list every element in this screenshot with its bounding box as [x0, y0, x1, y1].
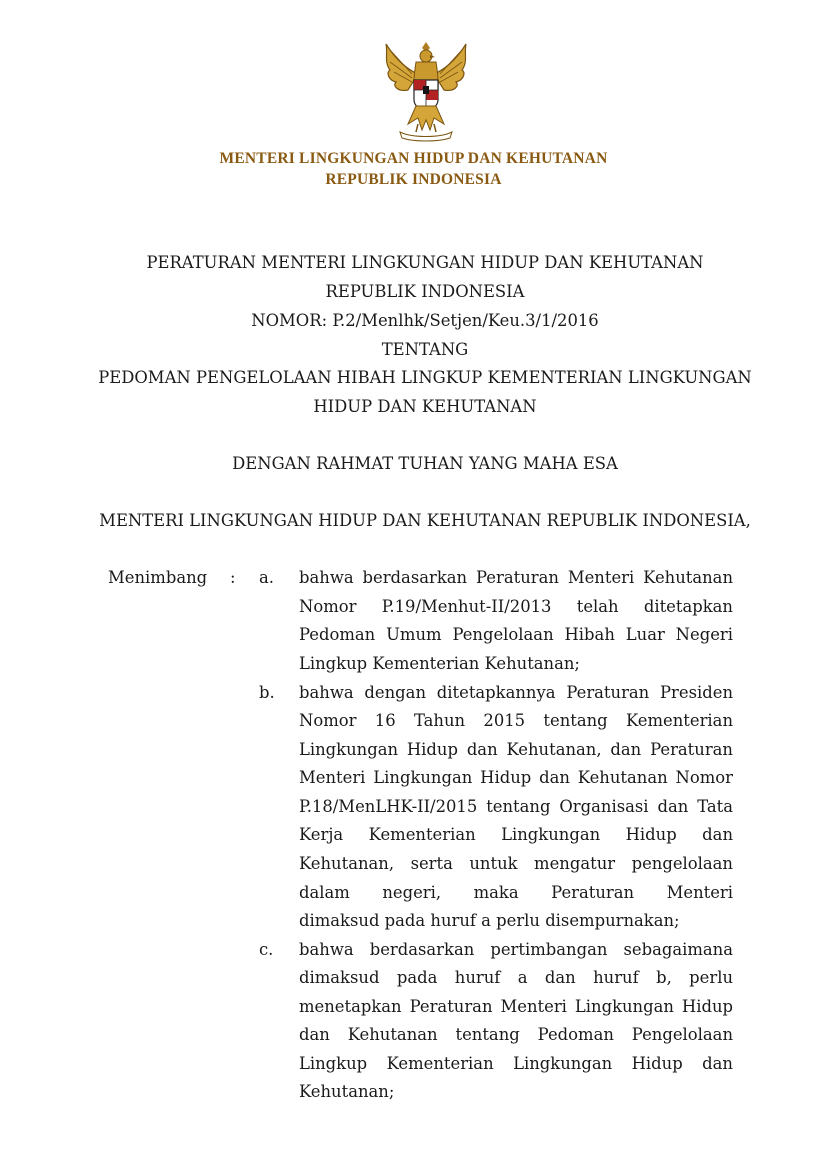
regulation-title-line-2: REPUBLIK INDONESIA [325, 282, 525, 301]
letterhead-ministry: MENTERI LINGKUNGAN HIDUP DAN KEHUTANAN [219, 150, 608, 167]
item-a-line: bahwa berdasarkan Peraturan Menteri Kehutanan [299, 568, 733, 587]
garuda-emblem-icon [378, 40, 474, 144]
item-b-line: dalam negeri, maka Peraturan Menteri [299, 883, 733, 902]
authority-line: MENTERI LINGKUNGAN HIDUP DAN KEHUTANAN REPUBLIK INDONESIA, [99, 511, 751, 530]
item-b-line: dimaksud pada huruf a perlu disempurnakan; [299, 911, 680, 930]
item-c-line: Kehutanan; [299, 1082, 395, 1101]
item-b-line: bahwa dengan ditetapkannya Peraturan Presiden [299, 683, 733, 702]
letterhead-republic: REPUBLIK INDONESIA [325, 171, 502, 188]
item-c-line: bahwa berdasarkan pertimbangan sebagaimana [299, 940, 733, 959]
item-a-line: Nomor P.19/Menhut-II/2013 telah ditetapkan [299, 597, 733, 616]
regulation-subject-line-1: PEDOMAN PENGELOLAAN HIBAH LINGKUP KEMENTERIAN LINGKUNGAN [98, 368, 752, 387]
item-marker-b: b. [259, 683, 275, 702]
item-marker-a: a. [259, 568, 274, 587]
invocation: DENGAN RAHMAT TUHAN YANG MAHA ESA [232, 454, 618, 473]
item-a-line: Lingkup Kementerian Kehutanan; [299, 654, 580, 673]
considering-label: Menimbang [108, 568, 208, 587]
regulation-subject-line-2: HIDUP DAN KEHUTANAN [313, 397, 537, 416]
item-a-line: Pedoman Umum Pengelolaan Hibah Luar Negeri [299, 625, 733, 644]
item-c-line: Lingkup Kementerian Lingkungan Hidup dan [299, 1054, 733, 1073]
item-c-line: dimaksud pada huruf a dan huruf b, perlu [299, 968, 733, 987]
item-c-line: menetapkan Peraturan Menteri Lingkungan Hidup [299, 997, 733, 1016]
item-b-line: Lingkungan Hidup dan Kehutanan, dan Peraturan [299, 740, 733, 759]
item-b-line: P.18/MenLHK-II/2015 tentang Organisasi dan Tata [299, 797, 733, 816]
regulation-about-label: TENTANG [381, 340, 469, 359]
regulation-title-line-1: PERATURAN MENTERI LINGKUNGAN HIDUP DAN KEHUTANAN [146, 253, 704, 272]
item-b-line: Kehutanan, serta untuk mengatur pengelolaan [299, 854, 733, 873]
item-marker-c: c. [259, 940, 274, 959]
item-b-line: Nomor 16 Tahun 2015 tentang Kementerian [299, 711, 733, 730]
item-b-line: Kerja Kementerian Lingkungan Hidup dan [299, 825, 733, 844]
considering-colon: : [230, 568, 236, 587]
item-c-line: dan Kehutanan tentang Pedoman Pengelolaan [299, 1025, 733, 1044]
regulation-number: NOMOR: P.2/Menlhk/Setjen/Keu.3/1/2016 [251, 311, 599, 330]
item-b-line: Menteri Lingkungan Hidup dan Kehutanan Nomor [299, 768, 733, 787]
